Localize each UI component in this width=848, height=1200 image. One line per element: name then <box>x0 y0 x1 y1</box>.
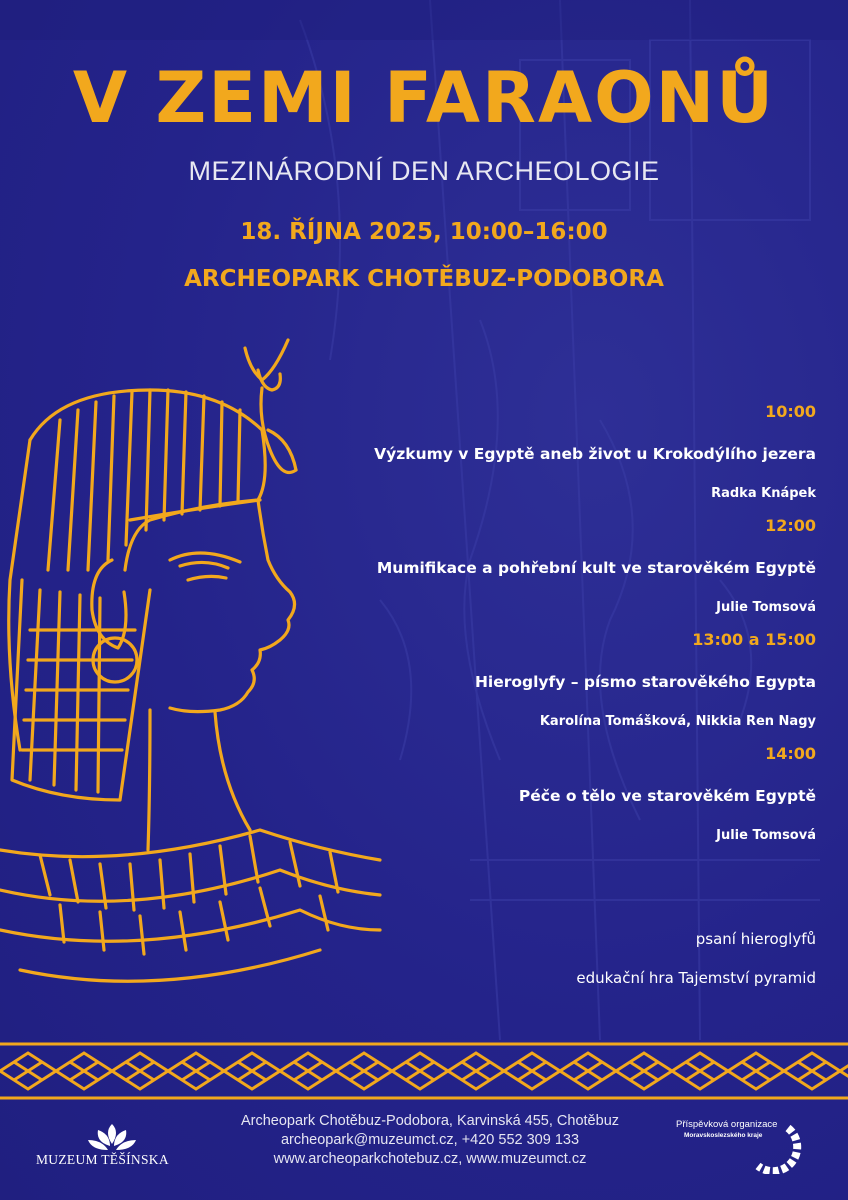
program-slot <box>296 514 816 618</box>
slot-speaker: Karolína Tomášková, Nikkia Ren Nagy <box>539 714 816 729</box>
msk-region-logo-icon <box>672 1114 822 1174</box>
footer-address: Archeopark Chotěbuz-Podobora, Karvinská 455, Chotěbuz <box>240 1113 620 1129</box>
slot-speaker: Radka Knápek <box>711 486 816 501</box>
logo-right-line1: Příspěvková organizace <box>676 1119 778 1130</box>
event-date: 18. ŘÍJNA 2025, 10:00–16:00 <box>240 219 608 245</box>
slot-time: 13:00 a 15:00 <box>692 630 816 649</box>
slot-time: 12:00 <box>765 516 816 535</box>
program-slot <box>296 628 816 732</box>
slot-time: 14:00 <box>765 744 816 763</box>
logo-left-name: MUZEUM TĚŠÍNSKA <box>36 1152 169 1167</box>
poster-subtitle: MEZINÁRODNÍ DEN ARCHEOLOGIE <box>188 156 660 186</box>
event-venue: ARCHEOPARK CHOTĚBUZ-PODOBORA <box>184 266 664 292</box>
slot-title: Výzkumy v Egyptě aneb život u Krokodýlího jezera <box>374 445 816 463</box>
program-slot <box>296 400 816 504</box>
extra-activities <box>576 928 816 1006</box>
slot-speaker: Julie Tomsová <box>716 828 816 843</box>
slot-title: Péče o tělo ve starověkém Egyptě <box>518 787 816 805</box>
extra-activity: psaní hieroglyfů <box>695 930 816 948</box>
footer-email-phone: archeopark@muzeumct.cz, +420 552 309 133 <box>280 1132 580 1148</box>
slot-title: Mumifikace a pohřební kult ve starověkém Egyptě <box>376 559 816 577</box>
decorative-braid-border <box>0 1040 848 1102</box>
program-schedule <box>296 400 816 856</box>
footer-contact <box>200 1112 660 1169</box>
footer-web: www.archeoparkchotebuz.cz, www.muzeumct.cz <box>273 1151 587 1167</box>
program-slot <box>296 742 816 846</box>
slot-speaker: Julie Tomsová <box>716 600 816 615</box>
slot-time: 10:00 <box>765 402 816 421</box>
poster-title: V ZEMI FARAONŮ <box>72 57 776 139</box>
slot-title: Hieroglyfy – písmo starověkého Egypta <box>474 673 816 691</box>
logo-right-line2: Moravskoslezského kraje <box>684 1132 763 1139</box>
extra-activity: edukační hra Tajemství pyramid <box>576 969 816 987</box>
